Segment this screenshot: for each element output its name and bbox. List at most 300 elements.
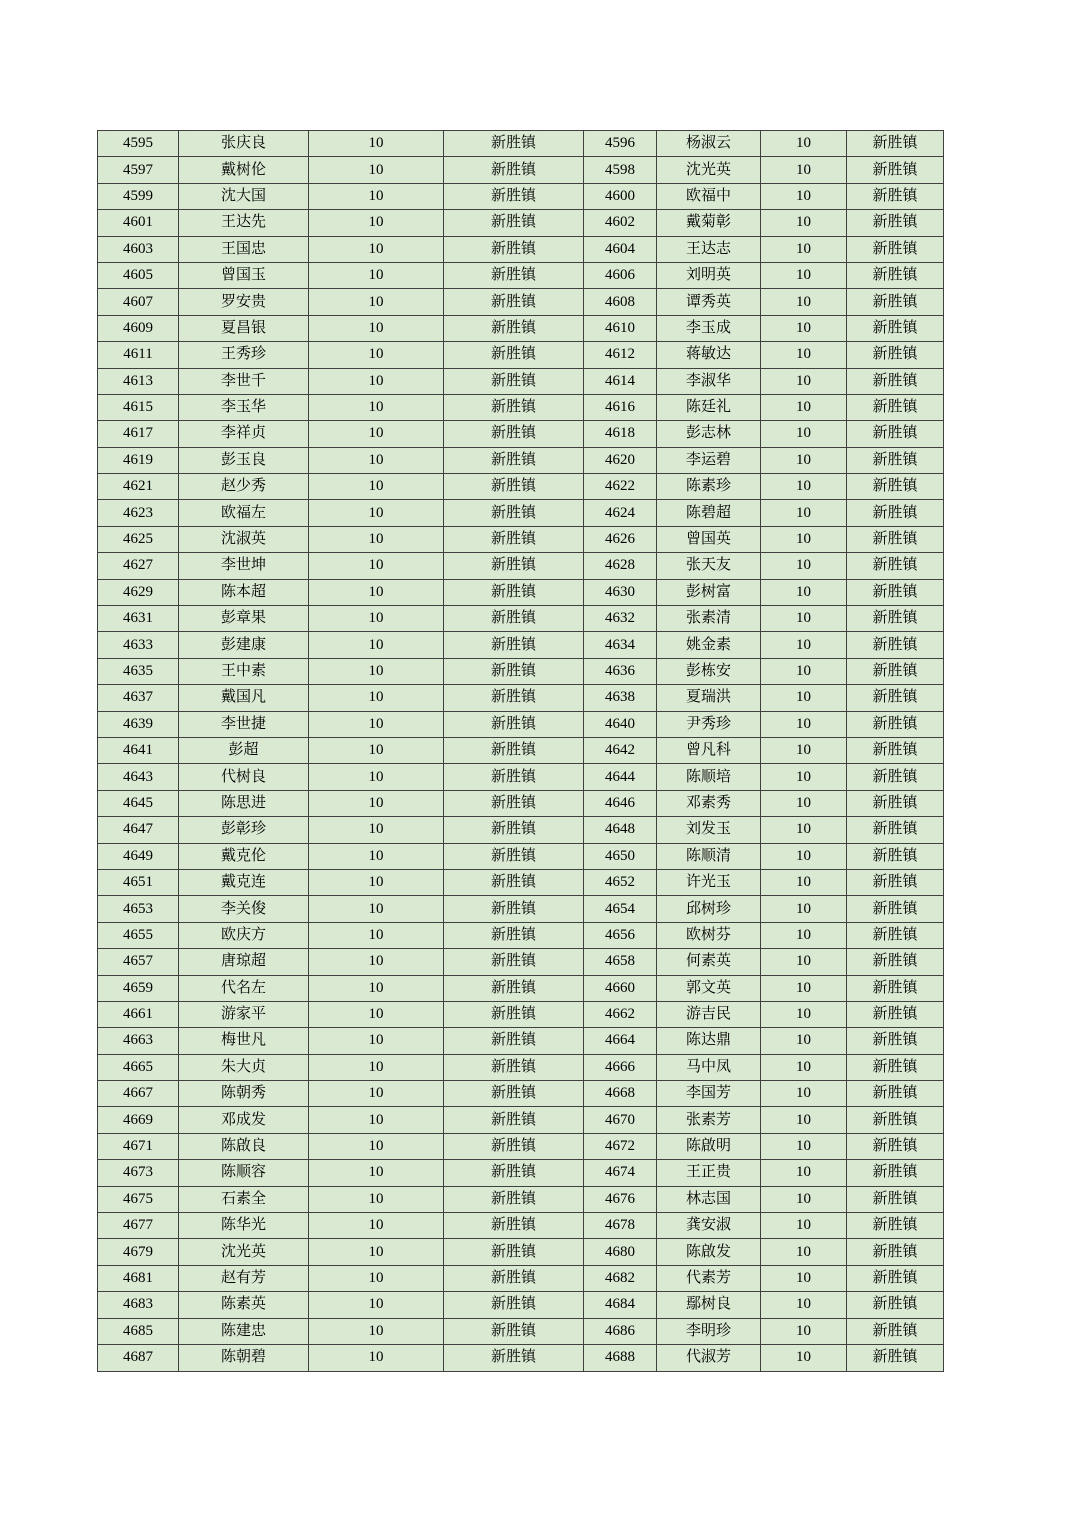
serial-cell: 4609 (98, 315, 179, 341)
table-row (98, 1318, 944, 1344)
amount-cell: 10 (309, 790, 444, 816)
name-cell: 张素清 (657, 606, 761, 632)
name-cell: 赵有芳 (179, 1265, 309, 1291)
serial-cell: 4676 (584, 1186, 657, 1212)
table-row (98, 579, 944, 605)
name-cell: 代树良 (179, 764, 309, 790)
name-cell: 杨淑云 (657, 131, 761, 157)
serial-cell: 4638 (584, 685, 657, 711)
amount-cell: 10 (309, 1344, 444, 1371)
town-cell: 新胜镇 (444, 922, 584, 948)
serial-cell: 4647 (98, 817, 179, 843)
town-cell: 新胜镇 (847, 1001, 944, 1027)
serial-cell: 4687 (98, 1344, 179, 1371)
table-body (98, 131, 944, 1372)
town-cell: 新胜镇 (847, 1081, 944, 1107)
town-cell: 新胜镇 (847, 553, 944, 579)
serial-cell: 4615 (98, 394, 179, 420)
serial-cell: 4685 (98, 1318, 179, 1344)
serial-cell: 4633 (98, 632, 179, 658)
name-cell: 王秀珍 (179, 342, 309, 368)
serial-cell: 4630 (584, 579, 657, 605)
name-cell: 刘发玉 (657, 817, 761, 843)
serial-cell: 4656 (584, 922, 657, 948)
table-row (98, 1133, 944, 1159)
amount-cell: 10 (309, 737, 444, 763)
amount-cell: 10 (309, 711, 444, 737)
town-cell: 新胜镇 (444, 817, 584, 843)
amount-cell: 10 (309, 817, 444, 843)
amount-cell: 10 (761, 764, 847, 790)
serial-cell: 4637 (98, 685, 179, 711)
amount-cell: 10 (309, 1001, 444, 1027)
name-cell: 沈光英 (657, 157, 761, 183)
amount-cell: 10 (761, 1081, 847, 1107)
name-cell: 李世捷 (179, 711, 309, 737)
serial-cell: 4619 (98, 447, 179, 473)
amount-cell: 10 (761, 606, 847, 632)
town-cell: 新胜镇 (847, 790, 944, 816)
town-cell: 新胜镇 (444, 685, 584, 711)
serial-cell: 4678 (584, 1213, 657, 1239)
serial-cell: 4606 (584, 262, 657, 288)
name-cell: 王达志 (657, 236, 761, 262)
amount-cell: 10 (761, 1054, 847, 1080)
table-row (98, 289, 944, 315)
table-row (98, 685, 944, 711)
name-cell: 陈华光 (179, 1213, 309, 1239)
amount-cell: 10 (309, 975, 444, 1001)
table-row (98, 1265, 944, 1291)
serial-cell: 4613 (98, 368, 179, 394)
table-row (98, 500, 944, 526)
name-cell: 邓素秀 (657, 790, 761, 816)
roster-table (97, 130, 944, 1372)
name-cell: 王国忠 (179, 236, 309, 262)
town-cell: 新胜镇 (847, 817, 944, 843)
serial-cell: 4657 (98, 949, 179, 975)
amount-cell: 10 (761, 685, 847, 711)
amount-cell: 10 (761, 1001, 847, 1027)
serial-cell: 4617 (98, 421, 179, 447)
town-cell: 新胜镇 (444, 394, 584, 420)
town-cell: 新胜镇 (847, 236, 944, 262)
serial-cell: 4634 (584, 632, 657, 658)
serial-cell: 4610 (584, 315, 657, 341)
town-cell: 新胜镇 (444, 289, 584, 315)
name-cell: 李运碧 (657, 447, 761, 473)
name-cell: 彭超 (179, 737, 309, 763)
town-cell: 新胜镇 (847, 394, 944, 420)
amount-cell: 10 (309, 1213, 444, 1239)
town-cell: 新胜镇 (847, 1239, 944, 1265)
town-cell: 新胜镇 (444, 157, 584, 183)
amount-cell: 10 (761, 289, 847, 315)
town-cell: 新胜镇 (847, 606, 944, 632)
serial-cell: 4641 (98, 737, 179, 763)
serial-cell: 4650 (584, 843, 657, 869)
table-row (98, 817, 944, 843)
town-cell: 新胜镇 (444, 896, 584, 922)
table-row (98, 790, 944, 816)
name-cell: 陈啟明 (657, 1133, 761, 1159)
town-cell: 新胜镇 (847, 131, 944, 157)
serial-cell: 4607 (98, 289, 179, 315)
town-cell: 新胜镇 (847, 500, 944, 526)
serial-cell: 4631 (98, 606, 179, 632)
name-cell: 朱大贞 (179, 1054, 309, 1080)
town-cell: 新胜镇 (444, 1081, 584, 1107)
town-cell: 新胜镇 (847, 1344, 944, 1371)
name-cell: 彭章果 (179, 606, 309, 632)
name-cell: 李明珍 (657, 1318, 761, 1344)
serial-cell: 4608 (584, 289, 657, 315)
name-cell: 马中凤 (657, 1054, 761, 1080)
town-cell: 新胜镇 (444, 1001, 584, 1027)
table-row (98, 210, 944, 236)
town-cell: 新胜镇 (847, 474, 944, 500)
amount-cell: 10 (309, 157, 444, 183)
town-cell: 新胜镇 (444, 526, 584, 552)
serial-cell: 4599 (98, 183, 179, 209)
name-cell: 夏瑞洪 (657, 685, 761, 711)
amount-cell: 10 (309, 394, 444, 420)
town-cell: 新胜镇 (444, 1265, 584, 1291)
town-cell: 新胜镇 (847, 1107, 944, 1133)
name-cell: 张素芳 (657, 1107, 761, 1133)
serial-cell: 4670 (584, 1107, 657, 1133)
amount-cell: 10 (761, 262, 847, 288)
town-cell: 新胜镇 (444, 447, 584, 473)
serial-cell: 4661 (98, 1001, 179, 1027)
town-cell: 新胜镇 (444, 869, 584, 895)
name-cell: 王正贵 (657, 1160, 761, 1186)
table-row (98, 975, 944, 1001)
name-cell: 彭建康 (179, 632, 309, 658)
serial-cell: 4669 (98, 1107, 179, 1133)
serial-cell: 4651 (98, 869, 179, 895)
town-cell: 新胜镇 (444, 1318, 584, 1344)
town-cell: 新胜镇 (444, 342, 584, 368)
serial-cell: 4663 (98, 1028, 179, 1054)
amount-cell: 10 (761, 368, 847, 394)
name-cell: 李玉成 (657, 315, 761, 341)
table-row (98, 1292, 944, 1318)
amount-cell: 10 (309, 289, 444, 315)
amount-cell: 10 (309, 764, 444, 790)
name-cell: 邓成发 (179, 1107, 309, 1133)
serial-cell: 4625 (98, 526, 179, 552)
serial-cell: 4595 (98, 131, 179, 157)
name-cell: 李玉华 (179, 394, 309, 420)
amount-cell: 10 (761, 500, 847, 526)
name-cell: 郭文英 (657, 975, 761, 1001)
name-cell: 鄢树良 (657, 1292, 761, 1318)
name-cell: 陈啟发 (657, 1239, 761, 1265)
name-cell: 陈建忠 (179, 1318, 309, 1344)
name-cell: 曾国玉 (179, 262, 309, 288)
amount-cell: 10 (761, 210, 847, 236)
amount-cell: 10 (761, 526, 847, 552)
table-row (98, 843, 944, 869)
serial-cell: 4623 (98, 500, 179, 526)
amount-cell: 10 (309, 447, 444, 473)
table-row (98, 606, 944, 632)
table-row (98, 157, 944, 183)
town-cell: 新胜镇 (847, 843, 944, 869)
serial-cell: 4677 (98, 1213, 179, 1239)
name-cell: 蒋敏达 (657, 342, 761, 368)
table-row (98, 737, 944, 763)
name-cell: 李国芳 (657, 1081, 761, 1107)
serial-cell: 4673 (98, 1160, 179, 1186)
name-cell: 陈啟良 (179, 1133, 309, 1159)
serial-cell: 4635 (98, 658, 179, 684)
town-cell: 新胜镇 (847, 579, 944, 605)
table-row (98, 764, 944, 790)
serial-cell: 4688 (584, 1344, 657, 1371)
amount-cell: 10 (761, 1239, 847, 1265)
amount-cell: 10 (309, 1028, 444, 1054)
name-cell: 姚金素 (657, 632, 761, 658)
town-cell: 新胜镇 (847, 658, 944, 684)
town-cell: 新胜镇 (444, 1213, 584, 1239)
town-cell: 新胜镇 (847, 896, 944, 922)
name-cell: 陈素英 (179, 1292, 309, 1318)
name-cell: 陈朝秀 (179, 1081, 309, 1107)
town-cell: 新胜镇 (847, 447, 944, 473)
town-cell: 新胜镇 (444, 737, 584, 763)
town-cell: 新胜镇 (847, 869, 944, 895)
town-cell: 新胜镇 (847, 1213, 944, 1239)
serial-cell: 4654 (584, 896, 657, 922)
town-cell: 新胜镇 (847, 764, 944, 790)
table-row (98, 262, 944, 288)
serial-cell: 4598 (584, 157, 657, 183)
name-cell: 谭秀英 (657, 289, 761, 315)
serial-cell: 4616 (584, 394, 657, 420)
table-row (98, 949, 944, 975)
name-cell: 游吉民 (657, 1001, 761, 1027)
name-cell: 刘明英 (657, 262, 761, 288)
amount-cell: 10 (761, 869, 847, 895)
serial-cell: 4659 (98, 975, 179, 1001)
amount-cell: 10 (309, 1265, 444, 1291)
name-cell: 陈顺培 (657, 764, 761, 790)
name-cell: 代素芳 (657, 1265, 761, 1291)
name-cell: 曾国英 (657, 526, 761, 552)
name-cell: 李世坤 (179, 553, 309, 579)
table-row (98, 1001, 944, 1027)
amount-cell: 10 (309, 474, 444, 500)
town-cell: 新胜镇 (847, 526, 944, 552)
name-cell: 李世千 (179, 368, 309, 394)
table-row (98, 342, 944, 368)
amount-cell: 10 (761, 157, 847, 183)
town-cell: 新胜镇 (444, 236, 584, 262)
town-cell: 新胜镇 (444, 632, 584, 658)
name-cell: 罗安贵 (179, 289, 309, 315)
amount-cell: 10 (309, 1054, 444, 1080)
town-cell: 新胜镇 (847, 1160, 944, 1186)
amount-cell: 10 (309, 368, 444, 394)
name-cell: 戴国凡 (179, 685, 309, 711)
amount-cell: 10 (761, 447, 847, 473)
amount-cell: 10 (761, 553, 847, 579)
serial-cell: 4675 (98, 1186, 179, 1212)
name-cell: 夏昌银 (179, 315, 309, 341)
table-row (98, 1054, 944, 1080)
name-cell: 李祥贞 (179, 421, 309, 447)
serial-cell: 4644 (584, 764, 657, 790)
name-cell: 陈廷礼 (657, 394, 761, 420)
serial-cell: 4601 (98, 210, 179, 236)
town-cell: 新胜镇 (847, 368, 944, 394)
amount-cell: 10 (761, 1265, 847, 1291)
roster-sheet (97, 130, 943, 1372)
name-cell: 戴克连 (179, 869, 309, 895)
table-row (98, 447, 944, 473)
serial-cell: 4621 (98, 474, 179, 500)
table-row (98, 1344, 944, 1371)
amount-cell: 10 (761, 474, 847, 500)
amount-cell: 10 (309, 1133, 444, 1159)
serial-cell: 4652 (584, 869, 657, 895)
amount-cell: 10 (309, 606, 444, 632)
amount-cell: 10 (761, 711, 847, 737)
name-cell: 游家平 (179, 1001, 309, 1027)
name-cell: 林志国 (657, 1186, 761, 1212)
amount-cell: 10 (761, 183, 847, 209)
town-cell: 新胜镇 (444, 553, 584, 579)
town-cell: 新胜镇 (847, 685, 944, 711)
serial-cell: 4649 (98, 843, 179, 869)
town-cell: 新胜镇 (847, 262, 944, 288)
table-row (98, 526, 944, 552)
town-cell: 新胜镇 (444, 210, 584, 236)
amount-cell: 10 (309, 843, 444, 869)
name-cell: 石素全 (179, 1186, 309, 1212)
serial-cell: 4622 (584, 474, 657, 500)
amount-cell: 10 (309, 579, 444, 605)
serial-cell: 4627 (98, 553, 179, 579)
name-cell: 欧庆方 (179, 922, 309, 948)
serial-cell: 4686 (584, 1318, 657, 1344)
serial-cell: 4639 (98, 711, 179, 737)
amount-cell: 10 (761, 658, 847, 684)
name-cell: 龚安淑 (657, 1213, 761, 1239)
amount-cell: 10 (761, 1133, 847, 1159)
amount-cell: 10 (309, 183, 444, 209)
serial-cell: 4628 (584, 553, 657, 579)
amount-cell: 10 (761, 949, 847, 975)
town-cell: 新胜镇 (444, 1028, 584, 1054)
serial-cell: 4640 (584, 711, 657, 737)
town-cell: 新胜镇 (444, 606, 584, 632)
serial-cell: 4683 (98, 1292, 179, 1318)
serial-cell: 4629 (98, 579, 179, 605)
town-cell: 新胜镇 (444, 949, 584, 975)
amount-cell: 10 (761, 315, 847, 341)
name-cell: 沈淑英 (179, 526, 309, 552)
amount-cell: 10 (309, 315, 444, 341)
serial-cell: 4611 (98, 342, 179, 368)
serial-cell: 4662 (584, 1001, 657, 1027)
name-cell: 陈顺容 (179, 1160, 309, 1186)
name-cell: 曾凡科 (657, 737, 761, 763)
town-cell: 新胜镇 (847, 289, 944, 315)
serial-cell: 4614 (584, 368, 657, 394)
serial-cell: 4653 (98, 896, 179, 922)
amount-cell: 10 (761, 1213, 847, 1239)
table-row (98, 869, 944, 895)
name-cell: 陈碧超 (657, 500, 761, 526)
table-row (98, 236, 944, 262)
town-cell: 新胜镇 (444, 262, 584, 288)
serial-cell: 4624 (584, 500, 657, 526)
serial-cell: 4636 (584, 658, 657, 684)
serial-cell: 4658 (584, 949, 657, 975)
amount-cell: 10 (309, 262, 444, 288)
serial-cell: 4674 (584, 1160, 657, 1186)
town-cell: 新胜镇 (444, 500, 584, 526)
serial-cell: 4596 (584, 131, 657, 157)
town-cell: 新胜镇 (847, 315, 944, 341)
serial-cell: 4643 (98, 764, 179, 790)
amount-cell: 10 (761, 896, 847, 922)
town-cell: 新胜镇 (444, 421, 584, 447)
town-cell: 新胜镇 (847, 1292, 944, 1318)
table-row (98, 315, 944, 341)
serial-cell: 4620 (584, 447, 657, 473)
amount-cell: 10 (309, 526, 444, 552)
name-cell: 许光玉 (657, 869, 761, 895)
amount-cell: 10 (761, 1028, 847, 1054)
town-cell: 新胜镇 (444, 1186, 584, 1212)
town-cell: 新胜镇 (444, 183, 584, 209)
serial-cell: 4684 (584, 1292, 657, 1318)
amount-cell: 10 (309, 685, 444, 711)
table-row (98, 553, 944, 579)
town-cell: 新胜镇 (444, 764, 584, 790)
serial-cell: 4666 (584, 1054, 657, 1080)
amount-cell: 10 (761, 1160, 847, 1186)
amount-cell: 10 (309, 1107, 444, 1133)
town-cell: 新胜镇 (444, 131, 584, 157)
amount-cell: 10 (761, 975, 847, 1001)
serial-cell: 4605 (98, 262, 179, 288)
town-cell: 新胜镇 (444, 579, 584, 605)
town-cell: 新胜镇 (847, 1318, 944, 1344)
table-row (98, 896, 944, 922)
table-row (98, 394, 944, 420)
name-cell: 代名左 (179, 975, 309, 1001)
serial-cell: 4612 (584, 342, 657, 368)
town-cell: 新胜镇 (847, 210, 944, 236)
serial-cell: 4603 (98, 236, 179, 262)
town-cell: 新胜镇 (444, 1292, 584, 1318)
amount-cell: 10 (761, 632, 847, 658)
table-row (98, 1213, 944, 1239)
town-cell: 新胜镇 (847, 922, 944, 948)
name-cell: 陈本超 (179, 579, 309, 605)
amount-cell: 10 (761, 394, 847, 420)
table-row (98, 1239, 944, 1265)
name-cell: 彭树富 (657, 579, 761, 605)
table-row (98, 922, 944, 948)
name-cell: 陈朝碧 (179, 1344, 309, 1371)
name-cell: 欧树芬 (657, 922, 761, 948)
